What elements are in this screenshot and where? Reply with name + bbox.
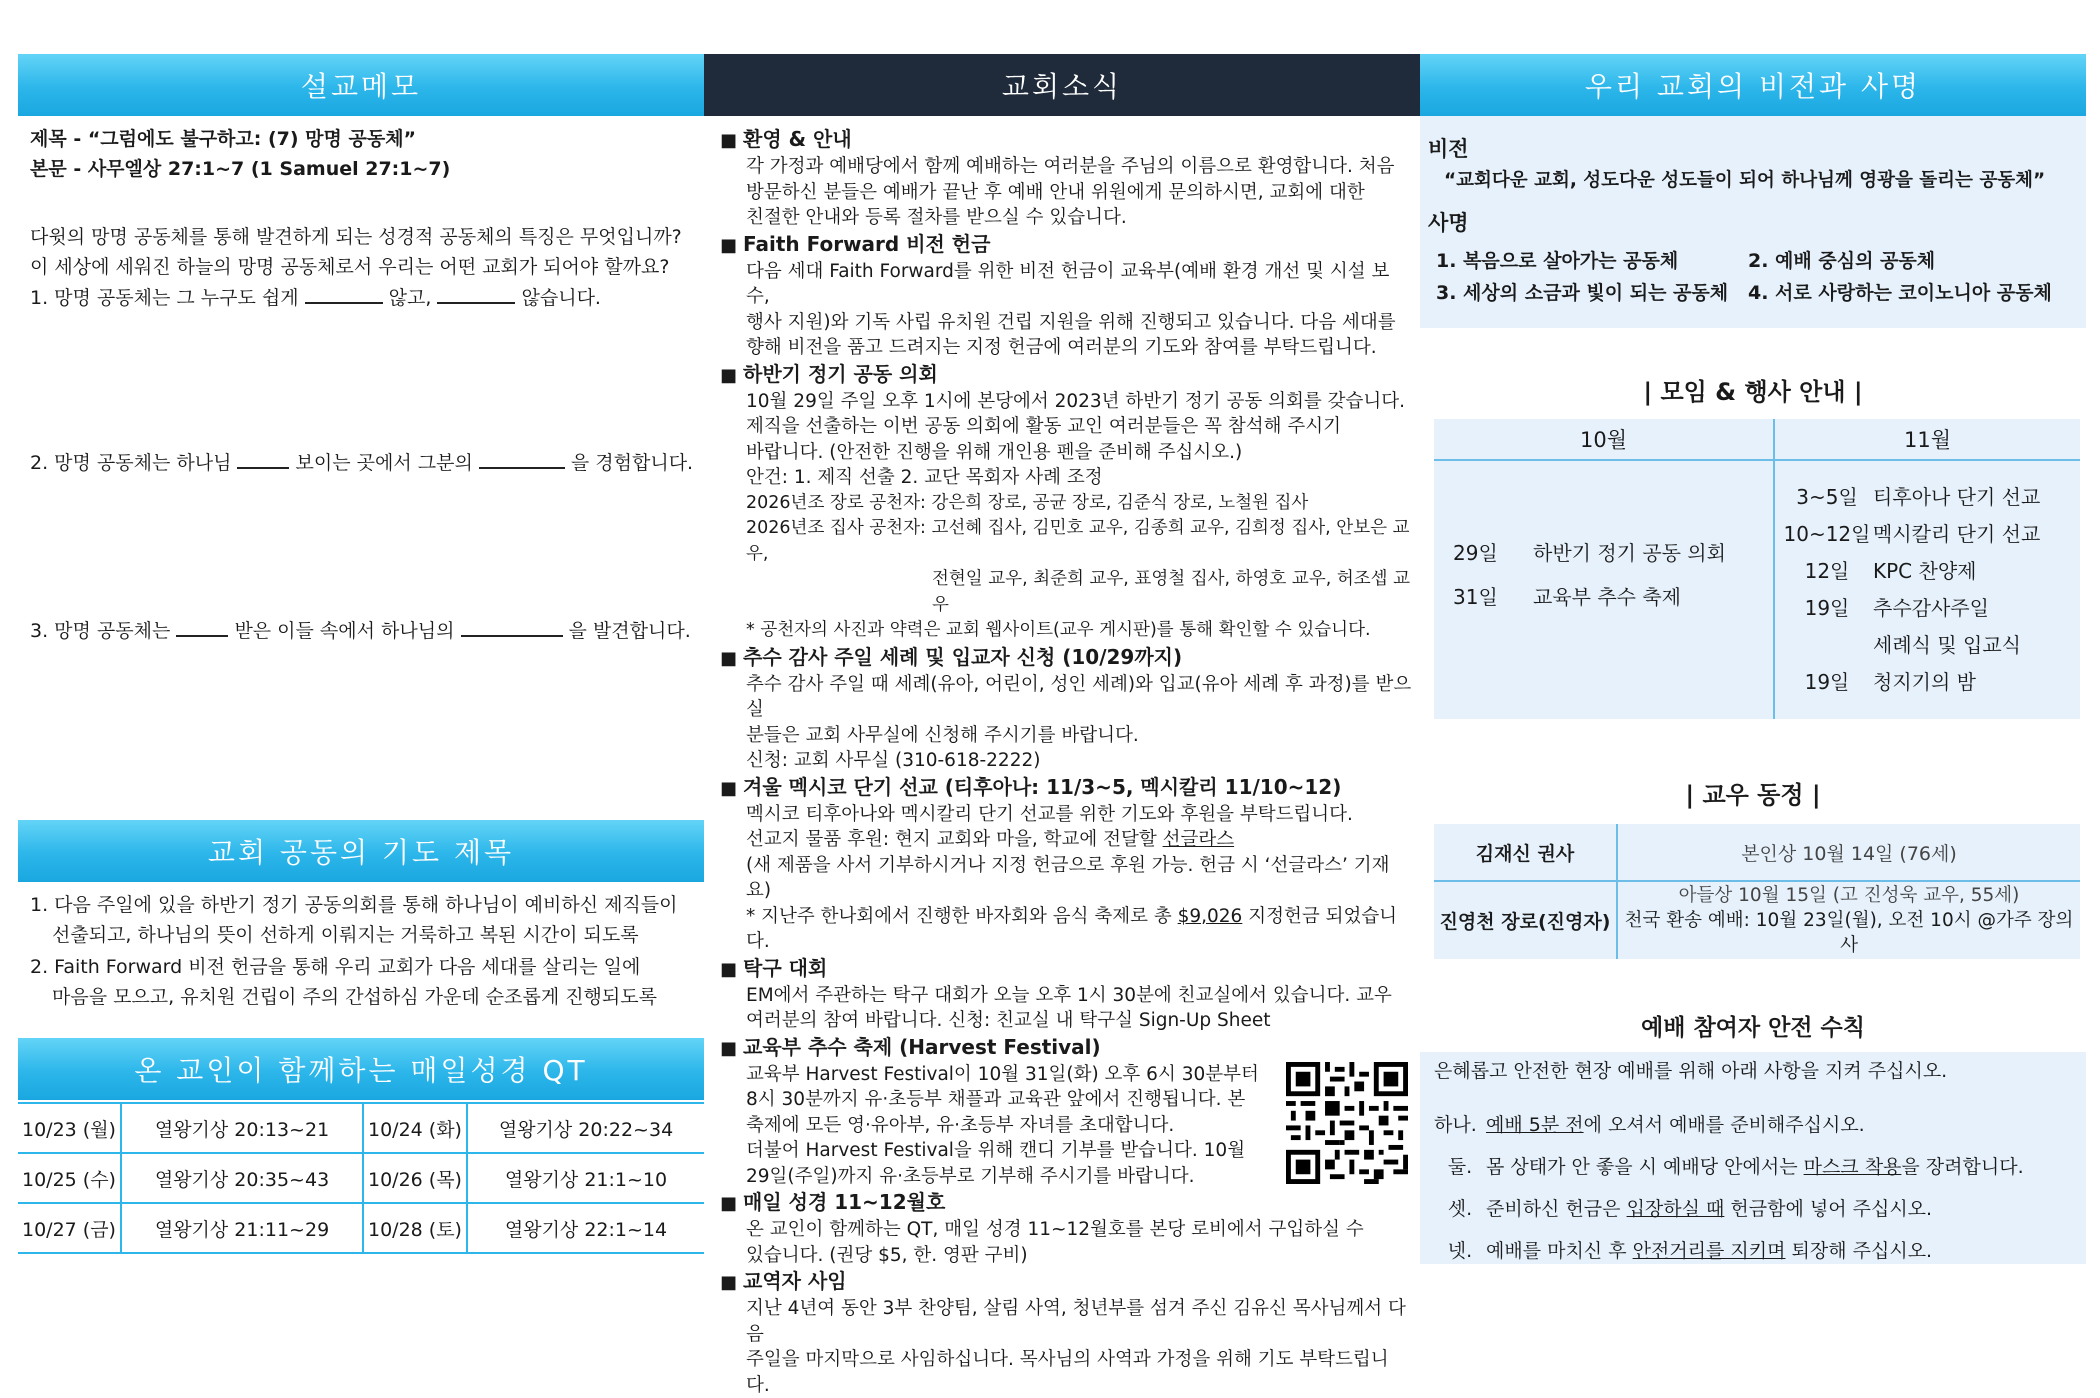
qr-code-image bbox=[1286, 1062, 1408, 1184]
event-name: 하반기 정기 공동 의회 bbox=[1533, 540, 1726, 565]
q3-text-a: 3. 망명 공동체는 bbox=[30, 620, 171, 642]
qt-verse: 열왕기상 20:35~43 bbox=[121, 1153, 363, 1203]
qt-table bbox=[18, 1102, 704, 1254]
event-row bbox=[1782, 625, 2041, 662]
news-text: 신청: 교회 사무실 (310-618-2222) bbox=[746, 750, 1041, 771]
event-day bbox=[1782, 625, 1872, 662]
q3-blank-1[interactable] bbox=[176, 617, 228, 637]
news-section-mission: ■ 겨울 멕시코 단기 선교 (티후아나: 11/3~5, 멕시칼리 11/10~12) bbox=[720, 774, 1342, 799]
news-text: 있습니다. (권당 $5, 한. 영판 구비) bbox=[746, 1244, 1028, 1266]
qt-verse: 열왕기상 21:11~29 bbox=[121, 1203, 363, 1253]
vision-label: 비전 bbox=[1428, 137, 1469, 161]
event-name: 세례식 및 입교식 bbox=[1873, 633, 2021, 657]
news-text: 방문하신 분들은 예배가 끝난 후 예배 안내 위원에게 문의하시면, 교회에 대한 bbox=[746, 181, 1365, 203]
member-news-row bbox=[1434, 881, 2080, 959]
sermon-question-2 bbox=[30, 449, 698, 476]
prayer-item-2a: 2. Faith Forward 비전 헌금을 통해 우리 교회가 다음 세대를 살리는 일에 bbox=[30, 956, 641, 978]
q3-text-b: 받은 이들 속에서 하나님의 bbox=[234, 620, 455, 642]
qt-date: 10/24 (화) bbox=[363, 1103, 467, 1153]
news-text: 10월 29일 주일 오후 1시에 본당에서 2023년 하반기 정기 공동 의회를 갖습니다. bbox=[746, 390, 1406, 412]
safety-title: 예배 참여자 안전 수칙 bbox=[1641, 1015, 1865, 1041]
q2-text-c: 을 경험합니다. bbox=[570, 452, 694, 474]
prayer-item-2b: 마음을 모으고, 유치원 건립이 주의 간섭하심 가운데 순조롭게 진행되도록 bbox=[52, 986, 657, 1008]
safety-rule: 하나. 예배 5분 전에 오셔서 예배를 준비해주십시오. bbox=[1434, 1114, 1865, 1136]
news-section-daily-bible: ■ 매일 성경 11~12월호 bbox=[720, 1190, 946, 1214]
qt-verse: 열왕기상 20:22~34 bbox=[467, 1103, 704, 1153]
oct-label: 10월 bbox=[1434, 419, 1773, 461]
news-text: 2026년조 장로 공천자: 강은희 장로, 공균 장로, 김준식 장로, 노철원 집사 bbox=[746, 492, 1309, 513]
news-text: 축제에 모든 영·유아부, 유·초등부 자녀를 초대합니다. bbox=[746, 1114, 1175, 1136]
nov-events bbox=[1782, 477, 2041, 699]
safety-rule: 넷. 예배를 마치신 후 안전거리를 지키며 퇴장해 주십시오. bbox=[1447, 1240, 1933, 1262]
news-text: 더불어 Harvest Festival을 위해 캔디 기부를 받습니다. 10월 bbox=[746, 1140, 1246, 1161]
q2-text-a: 2. 망명 공동체는 하나님 bbox=[30, 452, 232, 474]
vision-panel bbox=[1420, 116, 2086, 328]
vision-text: “교회다운 교회, 성도다운 성도들이 되어 하나님께 영광을 돌리는 공동체” bbox=[1444, 170, 2046, 191]
event-name: 추수감사주일 bbox=[1873, 596, 1989, 620]
news-section-assembly: ■ 하반기 정기 공동 의회 bbox=[720, 361, 938, 386]
qt-verse: 열왕기상 20:13~21 bbox=[121, 1103, 363, 1153]
news-text: 다음 세대 Faith Forward를 위한 비전 헌금이 교육부(예배 환경 개선 및 시설 보수, bbox=[746, 260, 1390, 307]
event-name: 티후아나 단기 선교 bbox=[1873, 485, 2041, 509]
sermon-notes-column bbox=[18, 54, 704, 1241]
sermon-title: 제목 - “그럼에도 불구하고: (7) 망명 공동체” bbox=[30, 128, 417, 150]
news-text: 29일(주일)까지 유·초등부로 기부해 주시기를 바랍니다. bbox=[746, 1165, 1195, 1187]
event-row bbox=[1782, 662, 2041, 699]
event-row bbox=[1782, 551, 2041, 588]
member-name: 진영천 장로(진영자) bbox=[1434, 881, 1617, 959]
prayer-item-1a: 1. 다음 주일에 있을 하반기 정기 공동의회를 통해 하나님이 예비하신 제직들이 bbox=[30, 894, 678, 916]
q1-blank-2[interactable] bbox=[437, 284, 515, 304]
event-row bbox=[1782, 514, 2041, 551]
church-news-header: 교회소식 bbox=[704, 54, 1420, 116]
news-text: 교육부 Harvest Festival이 10월 31일(화) 오후 6시 30분부터 bbox=[746, 1063, 1259, 1085]
news-text: 안건: 1. 제직 선출 2. 교단 목회자 사례 조정 bbox=[746, 467, 1103, 488]
qr-code[interactable] bbox=[1282, 1062, 1412, 1190]
news-text: 행사 지원)와 기독 사립 유치원 건립 지원을 위해 진행되고 있습니다. 다음 세대를 bbox=[746, 311, 1396, 333]
safety-intro: 은혜롭고 안전한 현장 예배를 위해 아래 사항을 지켜 주십시오. bbox=[1434, 1060, 1948, 1082]
qt-verse: 열왕기상 22:1~14 bbox=[467, 1203, 704, 1253]
member-news-table bbox=[1434, 824, 2080, 959]
member-news-line: 아들상 10월 15일 (고 진성욱 교우, 55세) bbox=[1678, 885, 2020, 906]
news-text: 향해 비전을 품고 드려지는 지정 헌금에 여러분의 기도와 참여를 부탁드립니다. bbox=[746, 337, 1377, 358]
vision-header: 우리 교회의 비전과 사명 bbox=[1420, 54, 2086, 116]
qt-verse: 열왕기상 21:1~10 bbox=[467, 1153, 704, 1203]
sermon-question-3 bbox=[30, 617, 698, 644]
q1-text-b: 않고, bbox=[388, 287, 432, 309]
qt-date: 10/28 (토) bbox=[363, 1203, 467, 1253]
member-news-text: 본인상 10월 14일 (76세) bbox=[1617, 824, 2080, 881]
q2-blank-2[interactable] bbox=[479, 449, 565, 469]
q1-text-c: 않습니다. bbox=[521, 287, 601, 309]
safety-rule: 셋. 준비하신 헌금은 입장하실 때 헌금함에 넣어 주십시오. bbox=[1447, 1198, 1933, 1220]
nov-label: 11월 bbox=[1775, 419, 2080, 461]
q1-text-a: 1. 망명 공동체는 그 누구도 쉽게 bbox=[30, 287, 299, 309]
qt-date: 10/26 (목) bbox=[363, 1153, 467, 1203]
oct-events bbox=[1452, 529, 1727, 617]
sermon-question-1 bbox=[30, 284, 698, 311]
mission-list bbox=[1436, 246, 2080, 305]
q3-text-c: 을 발견합니다. bbox=[568, 620, 691, 642]
qt-date: 10/27 (금) bbox=[18, 1203, 121, 1253]
sermon-notes-header: 설교메모 bbox=[18, 54, 704, 116]
member-news-line: 천국 환송 예배: 10월 23일(월), 오전 10시 @가주 장의사 bbox=[1624, 910, 2074, 956]
news-text: * 지난주 한나회에서 진행한 바자회와 음식 축제로 총 $9,026 지정헌금 되었습니다. bbox=[746, 905, 1398, 952]
prayer-header: 교회 공동의 기도 제목 bbox=[18, 820, 704, 882]
prayer-list bbox=[30, 892, 702, 1010]
mission-item: 2. 예배 중심의 공동체 bbox=[1748, 250, 1936, 272]
news-text: 추수 감사 주일 때 세례(유아, 어린이, 성인 세례)와 입교(유아 세례 후 과정)를 받으실 bbox=[746, 673, 1412, 720]
qt-row bbox=[18, 1153, 704, 1203]
events-divider bbox=[1773, 419, 1775, 719]
member-name: 김재신 권사 bbox=[1434, 824, 1617, 881]
event-name: 멕시칼리 단기 선교 bbox=[1873, 522, 2041, 546]
event-name: 교육부 추수 축제 bbox=[1533, 584, 1681, 609]
event-name: 청지기의 밤 bbox=[1873, 670, 1976, 694]
event-row bbox=[1452, 573, 1727, 617]
event-day: 10~12일 bbox=[1783, 522, 1871, 546]
news-text: 제직을 선출하는 이번 공동 의회에 활동 교인 여러분들은 꼭 참석해 주시기 bbox=[746, 416, 1341, 437]
news-text: 선교지 물품 후원: 현지 교회와 마을, 학교에 전달할 선글라스 bbox=[746, 829, 1235, 850]
member-news-title: | 교우 동정 | bbox=[1685, 781, 1821, 809]
sermon-intro-2: 이 세상에 세워진 하늘의 망명 공동체로서 우리는 어떤 교회가 되어야 할까요? bbox=[30, 256, 670, 278]
member-news-row bbox=[1434, 824, 2080, 881]
news-section-baptism: ■ 추수 감사 주일 세례 및 입교자 신청 (10/29까지) bbox=[720, 644, 1183, 669]
news-section-table-tennis: ■ 탁구 대회 bbox=[720, 955, 828, 980]
church-news-column bbox=[704, 54, 1420, 1398]
qt-date: 10/25 (수) bbox=[18, 1153, 121, 1203]
safety-panel bbox=[1420, 1052, 2086, 1264]
news-text: 2026년조 집사 공천자: 고선혜 집사, 김민호 교우, 김종희 교우, 김희정 집사, 안보은 교우, bbox=[746, 518, 1410, 564]
news-text: 멕시코 티후아나와 멕시칼리 단기 선교를 위한 기도와 후원을 부탁드립니다. bbox=[746, 803, 1353, 825]
events-title: | 모임 & 행사 안내 | bbox=[1643, 378, 1863, 406]
event-day: 19일 bbox=[1804, 596, 1850, 620]
q2-blank-1[interactable] bbox=[237, 449, 289, 469]
events-panel bbox=[1434, 419, 2080, 719]
mission-item: 3. 세상의 소금과 빛이 되는 공동체 bbox=[1436, 282, 1729, 304]
event-row bbox=[1452, 529, 1727, 573]
news-text: 각 가정과 예배당에서 함께 예배하는 여러분을 주님의 이름으로 환영합니다. 처음 bbox=[746, 156, 1395, 177]
news-text: 분들은 교회 사무실에 신청해 주시기를 바랍니다. bbox=[746, 724, 1139, 746]
news-text: (새 제품을 사서 기부하시거나 지정 헌금으로 후원 가능. 헌금 시 ‘선글라스’ 기재 요) bbox=[746, 854, 1390, 901]
news-text: 지난 4년여 동안 3부 찬양팀, 살림 사역, 청년부를 섬겨 주신 김유신 목사님께서 다음 bbox=[746, 1298, 1406, 1345]
mission-item: 4. 서로 사랑하는 코이노니아 공동체 bbox=[1748, 282, 2052, 304]
sermon-intro-1: 다윗의 망명 공동체를 통해 발견하게 되는 성경적 공동체의 특징은 무엇입니까? bbox=[30, 226, 682, 248]
q1-blank-1[interactable] bbox=[305, 284, 383, 304]
event-day: 12일 bbox=[1804, 559, 1850, 583]
news-text: 주일을 마지막으로 사임하십니다. 목사님의 사역과 가정을 위해 기도 부탁드립니다. bbox=[746, 1349, 1389, 1396]
event-day: 3~5일 bbox=[1796, 485, 1858, 509]
news-section-faith-forward: ■ Faith Forward 비전 헌금 bbox=[720, 231, 991, 256]
event-day: 31일 bbox=[1453, 584, 1498, 609]
news-text: 전현일 교우, 최준희 교우, 표영철 집사, 하영호 교우, 허조셉 교우 bbox=[932, 569, 1411, 615]
mission-label: 사명 bbox=[1428, 211, 1469, 235]
event-day: 29일 bbox=[1453, 540, 1498, 565]
q3-blank-2[interactable] bbox=[461, 617, 563, 637]
qt-row bbox=[18, 1103, 704, 1153]
q2-text-b: 보이는 곳에서 그분의 bbox=[295, 452, 473, 474]
news-section-resignation: ■ 교역자 사임 bbox=[720, 1269, 847, 1293]
event-name: KPC 찬양제 bbox=[1873, 559, 1977, 583]
news-text: 8시 30분까지 유·초등부 채플과 교육관 앞에서 진행됩니다. 본 bbox=[746, 1089, 1246, 1110]
qt-date: 10/23 (월) bbox=[18, 1103, 121, 1153]
sermon-scripture: 본문 - 사무엘상 27:1~7 (1 Samuel 27:1~7) bbox=[30, 158, 451, 180]
news-text: 온 교인이 함께하는 QT, 매일 성경 11~12월호를 본당 로비에서 구입하실 수 bbox=[746, 1219, 1364, 1240]
safety-rule: 둘. 몸 상태가 안 좋을 시 예배당 안에서는 마스크 착용을 장려합니다. bbox=[1447, 1156, 2024, 1178]
member-news-text bbox=[1617, 881, 2080, 959]
news-text: 바랍니다. (안전한 진행을 위해 개인용 펜을 준비해 주십시오.) bbox=[746, 441, 1243, 463]
qt-header: 온 교인이 함께하는 매일성경 QT bbox=[18, 1038, 704, 1100]
vision-column bbox=[1420, 54, 2086, 1264]
qt-row bbox=[18, 1203, 704, 1253]
news-section-harvest: ■ 교육부 추수 축제 (Harvest Festival) bbox=[720, 1034, 1101, 1059]
event-row bbox=[1782, 588, 2041, 625]
news-text: 여러분의 참여 바랍니다. 신청: 친교실 내 탁구실 Sign-Up Sheet bbox=[746, 1010, 1271, 1031]
event-day: 19일 bbox=[1804, 670, 1850, 694]
news-text: * 공천자의 사진과 약력은 교회 웹사이트(교우 게시판)를 통해 확인할 수 있습니다. bbox=[746, 620, 1371, 640]
news-section-welcome: ■ 환영 & 안내 bbox=[720, 127, 852, 151]
news-text: 친절한 안내와 등록 절차를 받으실 수 있습니다. bbox=[746, 207, 1127, 228]
news-text: EM에서 주관하는 탁구 대회가 오늘 오후 1시 30분에 친교실에서 있습니다. 교우 bbox=[746, 984, 1392, 1006]
event-row bbox=[1782, 477, 2041, 514]
prayer-item-1b: 선출되고, 하나님의 뜻이 선하게 이뤄지는 거룩하고 복된 시간이 되도록 bbox=[52, 924, 639, 946]
mission-item: 1. 복음으로 살아가는 공동체 bbox=[1436, 250, 1679, 272]
